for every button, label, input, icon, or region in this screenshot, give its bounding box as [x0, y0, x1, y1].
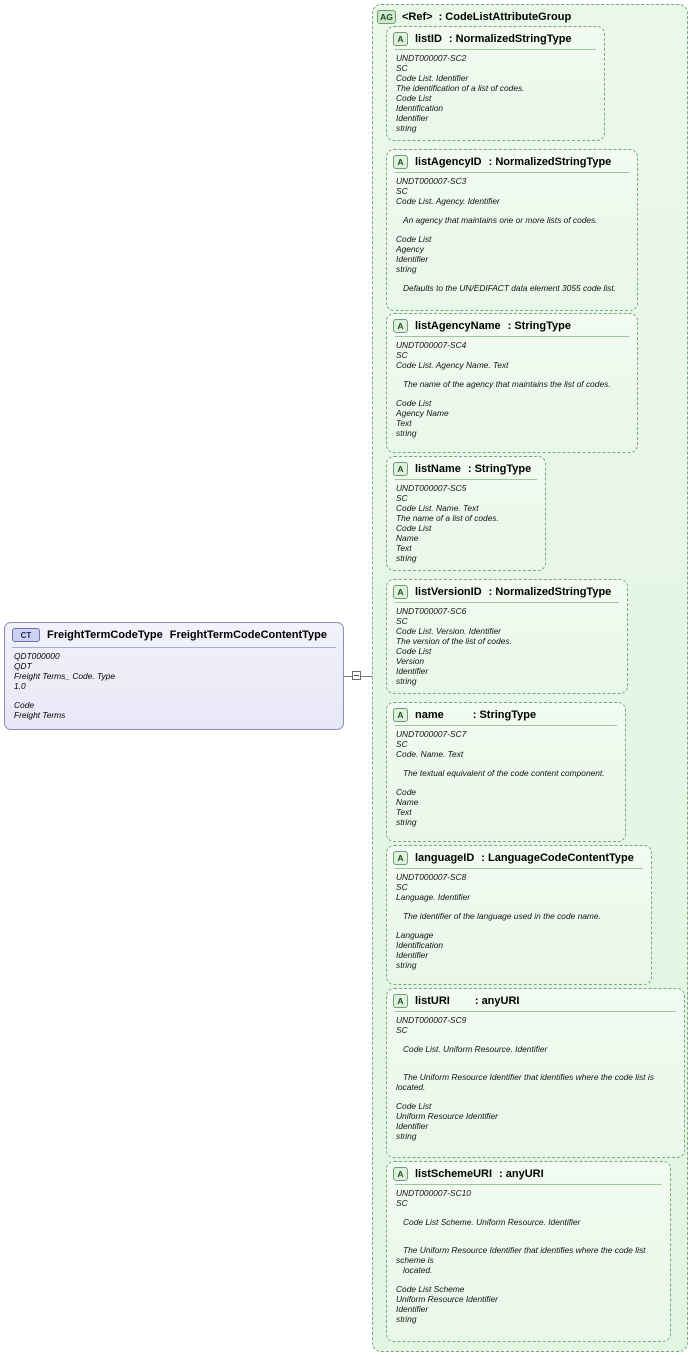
attribute-group-ref-label: <Ref> [402, 10, 433, 23]
annotation-line: Defaults to the UN/EDIFACT data element 3055 code list. [396, 283, 617, 293]
annotation-line: The name of the agency that maintains the list of codes. [396, 379, 611, 389]
attribute-name: listURI [415, 995, 450, 1007]
annotation-line: Code List Scheme. Uniform Resource. Identifier [396, 1217, 581, 1227]
annotation-line: Freight Terms_ Code. Type [14, 671, 116, 681]
annotation-line: Code [396, 787, 417, 797]
attribute-type: : NormalizedStringType [488, 586, 612, 598]
annotation-line: Name [396, 533, 419, 543]
annotation-line: Code List [396, 646, 432, 656]
annotation-line: Code List. Agency Name. Text [396, 360, 509, 370]
annotation-line: Code [14, 700, 35, 710]
attribute-title [393, 31, 598, 47]
annotation-line: SC [396, 350, 408, 360]
attribute-annotation [396, 176, 629, 293]
annotation-line: Text [396, 543, 412, 553]
attribute-node-listagencyname[interactable] [386, 313, 638, 453]
attribute-annotation [396, 729, 617, 827]
attribute-title [393, 993, 678, 1009]
annotation-line: The identification of a list of codes. [396, 83, 525, 93]
attribute-badge-icon: A [393, 319, 408, 333]
annotation-spacer [396, 902, 643, 911]
attribute-node-listversionid[interactable] [386, 579, 628, 694]
attribute-annotation [396, 606, 619, 686]
annotation-line: SC [396, 493, 408, 503]
attribute-badge-icon: A [393, 708, 408, 722]
annotation-line: Text [396, 807, 412, 817]
attribute-badge-icon: A [393, 462, 408, 476]
attribute-title [393, 154, 631, 170]
attribute-name: listVersionID [415, 586, 482, 598]
annotation-line: 1.0 [14, 681, 26, 691]
annotation-line: UNDT000007-SC2 [396, 53, 467, 63]
attribute-type: : StringType [467, 463, 532, 475]
attribute-badge-icon: A [393, 1167, 408, 1181]
attribute-title [393, 461, 539, 477]
attribute-name: name [415, 709, 444, 721]
annotation-line: string [396, 553, 417, 563]
attribute-annotation [396, 1015, 676, 1141]
annotation-line: Code List. Identifier [396, 73, 469, 83]
complex-type-node[interactable] [4, 622, 344, 730]
annotation-spacer [396, 1275, 662, 1284]
attribute-annotation [396, 53, 596, 133]
attribute-title [393, 318, 631, 334]
attribute-type: : NormalizedStringType [488, 156, 612, 168]
annotation-line: string [396, 1131, 417, 1141]
annotation-line: Code. Name. Text [396, 749, 464, 759]
attribute-name: listAgencyName [415, 320, 501, 332]
annotation-line: Uniform Resource Identifier [396, 1294, 498, 1304]
divider [395, 49, 596, 50]
attribute-node-listid[interactable] [386, 26, 605, 141]
annotation-line: The Uniform Resource Identifier that identifies where the code list [396, 1245, 646, 1255]
annotation-spacer [396, 1227, 662, 1236]
attribute-badge-icon: A [393, 32, 408, 46]
annotation-line: Code List. Version. Identifier [396, 626, 501, 636]
attribute-title [393, 707, 619, 723]
annotation-line: UNDT000007-SC5 [396, 483, 467, 493]
attribute-title [393, 1166, 664, 1182]
annotation-line: UNDT000007-SC4 [396, 340, 467, 350]
attribute-badge-icon: A [393, 851, 408, 865]
annotation-line: Identifier [396, 113, 429, 123]
attribute-name: listAgencyID [415, 156, 482, 168]
annotation-line: Code List. Uniform Resource. Identifier [396, 1044, 548, 1054]
annotation-line: Language [396, 930, 434, 940]
annotation-line: UNDT000007-SC9 [396, 1015, 467, 1025]
attribute-type: : LanguageCodeContentType [481, 852, 634, 864]
annotation-spacer [396, 1236, 662, 1245]
annotation-line: Code List [396, 1101, 432, 1111]
connector-line [344, 676, 352, 677]
annotation-line: Version [396, 656, 425, 666]
annotation-line: SC [396, 616, 408, 626]
divider [395, 1011, 676, 1012]
complex-type-title [12, 628, 327, 642]
annotation-line: Identifier [396, 1304, 429, 1314]
complex-type-badge-icon: CT [12, 628, 40, 642]
annotation-line: The version of the list of codes. [396, 636, 512, 646]
annotation-line: Identifier [396, 950, 429, 960]
attribute-node-listagencyid[interactable] [386, 149, 638, 311]
divider [395, 479, 537, 480]
annotation-line: Code List [396, 93, 432, 103]
divider [395, 172, 629, 173]
annotation-line: string [396, 817, 417, 827]
attribute-annotation [396, 340, 629, 438]
attribute-type: : StringType [472, 709, 537, 721]
annotation-spacer [396, 225, 629, 234]
divider [395, 725, 617, 726]
annotation-line: Language. Identifier [396, 892, 471, 902]
attribute-badge-icon: A [393, 994, 408, 1008]
annotation-spacer [396, 1092, 676, 1101]
annotation-line: SC [396, 1198, 408, 1208]
annotation-spacer [396, 1208, 662, 1217]
annotation-line: string [396, 123, 417, 133]
annotation-line: Agency Name [396, 408, 449, 418]
annotation-line: Freight Terms [14, 710, 66, 720]
annotation-line: Code List [396, 523, 432, 533]
attribute-name: listSchemeURI [415, 1168, 493, 1180]
attribute-type: : anyURI [474, 995, 520, 1007]
annotation-line: Identification [396, 940, 444, 950]
attribute-annotation [396, 483, 537, 563]
annotation-line: Identifier [396, 1121, 429, 1131]
attribute-annotation [396, 1188, 662, 1324]
divider [395, 868, 643, 869]
attribute-group-badge-icon: AG [377, 10, 396, 24]
annotation-line: An agency that maintains one or more lists of codes. [396, 215, 598, 225]
attribute-type: : anyURI [499, 1168, 544, 1180]
attribute-name: listName [415, 463, 461, 475]
connector-line [361, 676, 372, 677]
annotation-line: located. [396, 1082, 426, 1092]
annotation-line: Identification [396, 103, 444, 113]
annotation-line: string [396, 264, 417, 274]
attribute-node-listuri[interactable] [386, 988, 685, 1158]
annotation-line: string [396, 960, 417, 970]
annotation-line: The identifier of the language used in the code name. [396, 911, 601, 921]
annotation-spacer [396, 1054, 676, 1063]
annotation-line: Identifier [396, 254, 429, 264]
attribute-badge-icon: A [393, 585, 408, 599]
annotation-line: located. [396, 1265, 433, 1275]
annotation-line: Name [396, 797, 419, 807]
attribute-group-header [377, 8, 571, 25]
attribute-node-name[interactable] [386, 702, 626, 842]
attribute-name: listID [415, 33, 442, 45]
annotation-line: Agency [396, 244, 424, 254]
annotation-line: The Uniform Resource Identifier that identifies where the code list is [396, 1072, 654, 1082]
annotation-line: UNDT000007-SC3 [396, 176, 467, 186]
annotation-line: Code List. Name. Text [396, 503, 479, 513]
complex-type-type: FreightTermCodeContentType [169, 629, 327, 641]
annotation-line: UNDT000007-SC10 [396, 1188, 471, 1198]
annotation-line: Text [396, 418, 412, 428]
annotation-spacer [396, 206, 629, 215]
divider [12, 647, 336, 648]
attribute-node-listschemeuri[interactable] [386, 1161, 671, 1342]
divider [395, 602, 619, 603]
annotation-line: SC [396, 63, 408, 73]
annotation-line: QDT [14, 661, 32, 671]
complex-type-annotation [14, 651, 336, 720]
annotation-line: Identifier [396, 666, 429, 676]
complex-type-name: FreightTermCodeType [47, 629, 163, 641]
annotation-line: SC [396, 739, 408, 749]
annotation-spacer [396, 759, 617, 768]
annotation-line: string [396, 676, 417, 686]
annotation-spacer [396, 1063, 676, 1072]
annotation-line: SC [396, 186, 408, 196]
attribute-title [393, 850, 645, 866]
annotation-line: UNDT000007-SC7 [396, 729, 467, 739]
annotation-line: Uniform Resource Identifier [396, 1111, 498, 1121]
annotation-line: Code List [396, 398, 432, 408]
divider [395, 1184, 662, 1185]
attribute-node-languageid[interactable] [386, 845, 652, 985]
annotation-line: The textual equivalent of the code content component. [396, 768, 605, 778]
attribute-title [393, 584, 621, 600]
annotation-line: Code List. Agency. Identifier [396, 196, 500, 206]
attribute-badge-icon: A [393, 155, 408, 169]
expand-toggle[interactable] [352, 671, 361, 680]
annotation-line: UNDT000007-SC6 [396, 606, 467, 616]
annotation-line: string [396, 428, 417, 438]
annotation-line: SC [396, 1025, 408, 1035]
attribute-annotation [396, 872, 643, 970]
annotation-spacer [396, 921, 643, 930]
annotation-line: Code List [396, 234, 432, 244]
annotation-line: string [396, 1314, 417, 1324]
annotation-spacer [396, 370, 629, 379]
annotation-spacer [396, 389, 629, 398]
attribute-type: : StringType [507, 320, 571, 332]
annotation-line: scheme is [396, 1255, 434, 1265]
divider [395, 336, 629, 337]
annotation-spacer [396, 274, 629, 283]
annotation-line: Code List Scheme [396, 1284, 465, 1294]
annotation-line: The name of a list of codes. [396, 513, 499, 523]
attribute-type: : NormalizedStringType [448, 33, 572, 45]
annotation-line: SC [396, 882, 408, 892]
attribute-group-type: : CodeListAttributeGroup [438, 10, 572, 23]
attribute-name: languageID [415, 852, 475, 864]
attribute-node-listname[interactable] [386, 456, 546, 571]
annotation-spacer [14, 691, 336, 700]
annotation-line: UNDT000007-SC8 [396, 872, 467, 882]
annotation-line: QDT000000 [14, 651, 60, 661]
annotation-spacer [396, 778, 617, 787]
annotation-spacer [396, 1035, 676, 1044]
